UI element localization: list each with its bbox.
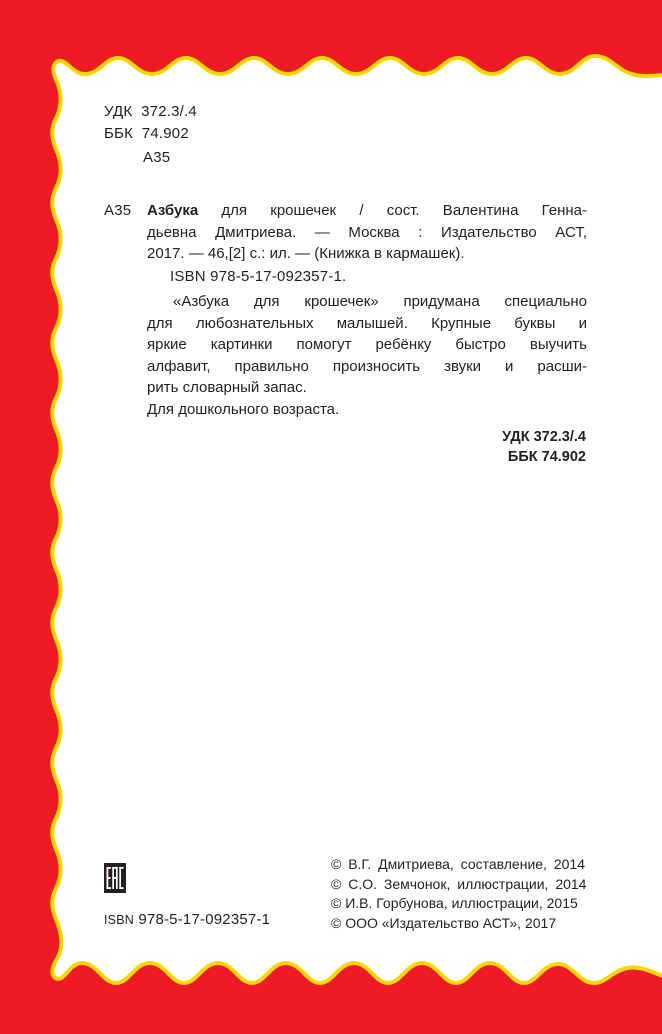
book-title: Азбука <box>147 202 199 219</box>
copyright-block <box>331 855 586 933</box>
bibliographic-record <box>147 200 587 265</box>
udk-label: УДК <box>104 103 133 120</box>
annotation-line: для любознательных малышей. Крупные буквы и <box>147 314 587 332</box>
isbn-value: 978-5-17-092357-1 <box>138 911 271 928</box>
isbn-label: ISBN <box>104 913 134 927</box>
bbk-right: ББК 74.902 <box>507 448 586 465</box>
age-rating-line: Для дошкольного возраста. <box>147 400 340 418</box>
record-isbn: ISBN 978-5-17-092357-1. <box>170 268 347 285</box>
bbk-label: ББК <box>104 124 134 142</box>
record-line-1 <box>147 200 587 222</box>
udk-right: УДК 372.3/.4 <box>502 429 586 445</box>
bbk-line <box>104 123 197 145</box>
annotation-line: яркие картинки помогут ребёнку быстро выучить <box>147 336 587 353</box>
author-mark-top: А35 <box>143 149 171 166</box>
annotation-line: алфавит, правильно произносить звуки и расши- <box>147 357 587 375</box>
author-mark-record: А35 <box>104 202 132 219</box>
record-line-3: 2017. — 46,[2] с.: ил. — (Книжка в кармашек). <box>147 245 465 262</box>
udk-value: 372.3/.4 <box>141 103 197 120</box>
copyright-line: © С.О. Земчонок, иллюстрации, 2014 <box>331 875 587 892</box>
isbn-footer <box>104 909 270 932</box>
annotation-line: рить словарный запас. <box>147 379 307 396</box>
bbk-value: 74.902 <box>141 124 189 142</box>
classification-codes-right <box>440 428 586 467</box>
udk-line <box>104 101 197 123</box>
annotation <box>147 291 587 420</box>
classification-codes <box>104 101 197 144</box>
record-line-2: дьевна Дмитриева. — Москва : Издательство АСТ, <box>147 223 587 241</box>
eac-certification-icon <box>104 863 126 893</box>
record-line-1-rest: для крошечек / сост. Валентина Генна- <box>198 202 587 219</box>
annotation-line: «Азбука для крошечек» придумана специально <box>173 293 587 310</box>
copyright-line: © В.Г. Дмитриева, составление, 2014 <box>331 856 585 872</box>
copyright-line: © ООО «Издательство АСТ», 2017 <box>331 914 557 931</box>
copyright-line: © И.В. Горбунова, иллюстрации, 2015 <box>331 895 578 911</box>
